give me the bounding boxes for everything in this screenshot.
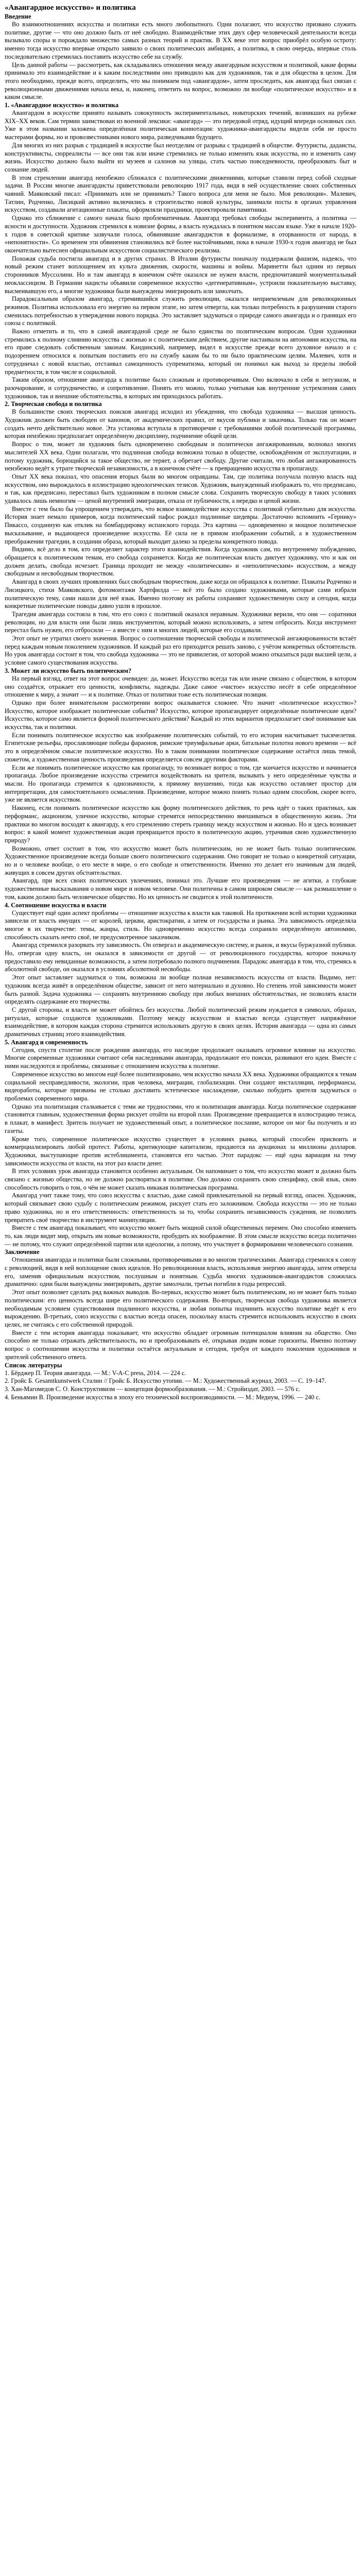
paragraph: Этот опыт не утратил своего значения. Вопрос о соотношении творческой свободы и политической ангажированности встаёт перед каждым новым поколением художников. И каждый раз его приходится решать заново, с учётом конкретных обстоятельств. Но урок авангарда состоит в том, что свобода художника — это не привилегия, от которой можно отказаться ради высшей цели, а условие самого существования искусства. bbox=[5, 635, 356, 667]
references-heading: Список литературы bbox=[5, 1361, 62, 1369]
paragraph: Авангард, при всех своих политических увлечениях, понимал это. Лучшие его произведения — не агитки, а глубокие художественные высказывания о новом мире и новом человеке. Они политичны в самом широком смысле — как размышление о том, каким должно быть человеческое общество. Но их ценность не сводится к этой политичности. bbox=[5, 877, 356, 901]
paragraph: Этот опыт позволяет сделать ряд важных выводов. Во-первых, искусство может быть политическим, но не может быть только политическим: его ценность всегда шире его политического содержания. Во-вторых, творческая свобода художника является необходимым условием существования подлинного искусства, и любая попытка подчинить искусство политике ведёт к его вырождению. В-третьих, союз искусства с властью всегда опасен, поскольку власть стремится использовать искусство в своих целях, не считаясь с его собственной природой. bbox=[5, 1289, 356, 1328]
reference-item: 1. Бёрджер П. Теория авангарда. — М.: V-A-C press, 2014. — 224 с. bbox=[5, 1369, 186, 1377]
section-heading: Введение bbox=[5, 13, 31, 20]
paragraph: Таким образом, отношение авангарда к политике было сложным и противоречивым. Оно включало в себя и энтузиазм, и разочарование, и сотрудничество, и сопротивление. Понять его можно, только учитывая как внутренние устремления самих художников, так и внешние обстоятельства, в которых им приходилось работать. bbox=[5, 376, 356, 400]
document-body bbox=[5, 13, 356, 1401]
paragraph: Парадоксальным образом авангард, стремившийся служить революции, оказался неприемлемым для революционных режимов. Политика использовала его энергию на первом этапе, но затем отвергла, как только потребность в разрушении старого сменилась потребностью в утверждении нового порядка. Это заставляет задуматься о природе самого авангарда и о границах его союза с политикой. bbox=[5, 295, 356, 327]
paragraph: Вместе с тем авангард показывает, что искусство может быть мощной силой общественных перемен. Оно способно изменить то, как люди видят мир, открыть им новые возможности, пробудить их воображение. В этом смысле искусство всегда политично — не потому, что служит определённой партии или идеологии, а потому, что участвует в формировании человеческого сознания. bbox=[5, 1224, 356, 1248]
section-heading: 5. Авангард и современность bbox=[5, 1038, 88, 1046]
paragraph: Однако при более внимательном рассмотрении вопрос оказывается сложнее. Что значит «политическое искусство»? Искусство, которое изображает политические события? Искусство, которое пропагандирует определённые политические идеи? Искусство, которое само является формой политического действия? Каждый из этих вариантов предполагает своё понимание как искусства, так и политики. bbox=[5, 699, 356, 731]
paragraph: Кроме того, современное политическое искусство существует в условиях рынка, который способен присвоить и коммерциализировать любой протест. Работы, критикующие капитализм, продаются на аукционах за миллионы долларов. Художники, выступающие против истеблишмента, становятся его частью. Этот парадокс — ещё одна вариация на тему зависимости искусства от власти, на этот раз власти денег. bbox=[5, 1135, 356, 1167]
paragraph: В этом стремлении авангард неизбежно сближался с политическими движениями, которые ставили перед собой сходные задачи. В России многие авангардисты приветствовали революцию 1917 года, видя в ней осуществление своих собственных чаяний. Маяковский писал: «Принимать или не принимать? Такого вопроса для меня не было. Моя революция». Малевич, Татлин, Родченко, Лисицкий активно включились в строительство новой культуры, занимали посты в органах управления искусством, создавали агитационные плакаты, оформляли праздники, проектировали памятники. bbox=[5, 174, 356, 214]
paragraph: Авангард в своих лучших проявлениях был свободным творчеством, даже когда он обращался к политике. Плакаты Родченко и Лисицкого, стихи Маяковского, фотомонтажи Хартфилда — всё это было создано художниками, которые сами избрали политическую тему, сами нашли для неё язык. Именно поэтому их работы сохраняют художественную силу и сегодня, когда конкретные политические поводы давно ушли в прошлое. bbox=[5, 578, 356, 610]
paragraph: Наконец, если понимать политическое искусство как форму политического действия, то речь идёт о таких практиках, как перформанс, акционизм, уличное искусство, которые стремятся непосредственно вмешиваться в общественную жизнь. Эти практики во многом восходят к авангарду, к его стремлению стереть границу между искусством и жизнью. Но и здесь возникает вопрос: в какой момент художественная акция превращается просто в политическую акцию, утрачивая свою художественную природу? bbox=[5, 804, 356, 844]
section-heading: 4. Соотношение искусства и власти bbox=[5, 901, 107, 909]
paragraph: Во взаимоотношениях искусства и политики есть много любопытного. Одни полагают, что искусство призвано служить политике, другие — что оно должно быть от неё свободно. Взаимодействие этих двух сфер человеческой деятельности всегда вызывало споры и порождало множество самых разных теорий и практик. В XX веке этот вопрос приобрёл особую остроту: именно тогда искусство впервые открыто заявило о своих политических амбициях, а политика, в свою очередь, впервые столь последовательно стремилась поставить искусство себе на службу. bbox=[5, 21, 356, 60]
reference-item: 4. Беньямин В. Произведение искусства в эпоху его технической воспроизводимости. — М.: Медиум, 1996. — 240 с. bbox=[5, 1393, 320, 1401]
paragraph: Важно отметить и то, что в самой авангардной среде не было единства по политическим вопросам. Одни художники стремились к полному слиянию искусства с жизнью и с политическим действием, другие настаивали на автономии искусства, на его праве следовать собственным законам. Кандинский, например, видел в искусстве прежде всего духовное начало и с подозрением относился к попыткам поставить его на службу каким бы то ни было практическим целям. Малевич, хотя и сотрудничал с новой властью, отстаивал самоценность супрематизма, который он понимал как выход за пределы любой предметности, в том числе и социальной. bbox=[5, 328, 356, 376]
paragraph: Если же понимать политическое искусство как пропаганду, то возникает вопрос о том, где кончается искусство и начинается пропаганда. Любое произведение искусства стремится воздействовать на зрителя, вызывать у него определённые чувства и мысли. Но пропаганда стремится к однозначности, к прямому внушению, тогда как искусство оставляет простор для интерпретации, для самостоятельного осмысления. Произведение, которое можно понять только одним способом, скорее всего, уже не является искусством. bbox=[5, 764, 356, 804]
paragraph: Отношения авангарда и политики были сложными, противоречивыми и во многом трагическими. Авангард стремился к союзу с революцией, видя в ней воплощение своих идеалов. Но революционная власть, использовав энергию авангарда, затем отвергла его, заменив официальным искусством, послушным и понятным. Судьба многих художников-авангардистов сложилась драматично: одни были вынуждены эмигрировать, другие замолчали, третьи погибли в годы репрессий. bbox=[5, 1256, 356, 1288]
paragraph: Авангардом в искусстве принято называть совокупность экспериментальных, новаторских течений, возникших на рубеже XIX–XX веков. Сам термин заимствован из военной лексики: «авангард» — это передовой отряд, идущий впереди основных сил. Уже в этом названии заложена определённая политическая коннотация: художники-авангардисты видели себя не просто мастерами формы, но и провозвестниками нового мира, разведчиками будущего. bbox=[5, 109, 356, 141]
paragraph: Вместе с тем было бы упрощением утверждать, что всякое взаимодействие искусства с политикой губительно для искусства. История знает немало примеров, когда политический пафос рождал подлинные шедевры. Достаточно вспомнить «Гернику» Пикассо, созданную как отклик на бомбардировку испанского города. Эта картина — одновременно и мощное политическое высказывание, и выдающееся произведение искусства. Её сила не в прямом изображении событий, а в художественном преображении трагедии, в создании образа, который выходит далеко за пределы конкретного повода. bbox=[5, 505, 356, 545]
paragraph: Этот опыт заставляет задуматься о том, возможна ли вообще полная независимость искусства от власти. Видимо, нет: художник всегда живёт в определённом обществе, зависит от него материально и духовно. Но степень этой зависимости может быть разной. Задача художника — сохранять внутреннюю свободу при любых внешних обстоятельствах, не позволять власти определять содержание его творчества. bbox=[5, 974, 356, 1006]
paragraph: Возможно, ответ состоит в том, что искусство может быть политическим, но не может быть только политическим. Художественное произведение всегда больше своего политического содержания. Оно говорит не только о конкретной ситуации, но и о человеке вообще, о его месте в мире, о его свободе и ответственности. Именно это делает его значимым для людей, живущих в совсем других обстоятельствах. bbox=[5, 844, 356, 876]
paragraph: Однако эта политизация сталкивается с теми же трудностями, что и политизация авангарда. Когда политическое содержание становится главным, художественная форма рискует отойти на второй план. Произведение превращается в иллюстрацию тезиса, в плакат, в манифест. Зритель получает не художественный опыт, а политическое послание, которое он мог бы получить и из газеты. bbox=[5, 1103, 356, 1134]
paragraph: Сегодня, спустя столетие после рождения авангарда, его наследие продолжает оказывать огромное влияние на искусство. Многие современные художники считают себя наследниками авангарда, продолжают его поиски, развивают его идеи. Вместе с ними наследуются и проблемы, связанные с отношением искусства к политике. bbox=[5, 1046, 356, 1070]
reference-item: 3. Хан-Магомедов С. О. Конструктивизм — концепция формообразования. — М.: Стройиздат, 2003. — 576 с. bbox=[5, 1385, 300, 1393]
paragraph: Видимо, всё дело в том, кто определяет характер этого взаимодействия. Когда художник сам, по внутреннему побуждению, обращается к политическим темам, его свобода сохраняется. Когда же политическая власть диктует художнику, что и как он должен делать, свобода исчезает. Граница проходит не между «политическим» и «неполитическим» искусством, а между свободным и несвободным творчеством. bbox=[5, 546, 356, 578]
section-heading: Заключение bbox=[5, 1248, 40, 1256]
section-heading: 3. Может ли искусство быть политическим? bbox=[5, 667, 132, 674]
paragraph: Вместе с тем история авангарда показывает, что искусство обладает огромным потенциалом влияния на общество. Оно способно не только отражать действительность, но и преобразовывать её, открывая людям новые горизонты. Именно поэтому вопрос о соотношении искусства и политики остаётся актуальным и сегодня, требуя от каждого поколения художников и зрителей собственного ответа. bbox=[5, 1329, 356, 1361]
reference-item: 2. Гройс Б. Gesamtkunstwerk Сталин // Гройс Б. Искусство утопии. — М.: Художественный журнал, 2003. — С. 19–147. bbox=[5, 1377, 326, 1385]
paragraph: В этих условиях урок авангарда становится особенно актуальным. Он напоминает о том, что искусство может и должно быть связано с жизнью общества, но не должно растворяться в политике. Оно должно сохранять свою специфику, свой язык, свою способность говорить о том, о чём не может сказать никакая политическая программа. bbox=[5, 1167, 356, 1191]
section-heading: 1. «Авангардное искусство» и политика bbox=[5, 101, 119, 109]
paragraph: В большинстве своих творческих поисков авангард исходил из убеждения, что свобода художника — высшая ценность. Художник должен быть свободен от канонов, от академических правил, от вкусов публики и заказчика. Только так он может создать нечто действительно новое. Эта установка вступала в противоречие с требованиями любой политической программы, которая неизбежно предполагает определённую дисциплину, подчинение общей цели. bbox=[5, 408, 356, 440]
paragraph: Трагедия авангарда состояла в том, что его союз с политикой оказался неравным. Художники верили, что они — соратники революции, но для власти они были лишь инструментом, который можно использовать, а затем отбросить. Когда инструмент перестал быть нужен, его отбросили — а вместе с ним и многих людей, которые его создавали. bbox=[5, 610, 356, 634]
paragraph: Вопрос о том, может ли художник быть одновременно свободным и политически ангажированным, волновал многих мыслителей XX века. Одни полагали, что подлинная свобода возможна только в обществе, освобождённом от эксплуатации, и потому художник, борющийся за такое общество, не теряет, а обретает свободу. Другие считали, что любая ангажированность неизбежно ведёт к утрате творческой независимости, а в конечном счёте — к превращению искусства в пропаганду. bbox=[5, 440, 356, 472]
paragraph: С другой стороны, и власть не может обойтись без искусства. Любой политический режим нуждается в символах, образах, ритуалах, которые создаются художниками. Поэтому между искусством и властью всегда существует напряжённое взаимодействие, в котором каждая сторона стремится использовать другую в своих целях. История авангарда — одна из самых драматичных страниц этого взаимодействия. bbox=[5, 1006, 356, 1038]
paragraph: Авангард стремился разорвать эту зависимость. Он отвергал и академическую систему, и рынок, и вкусы буржуазной публики. Но, отвергая одну власть, он оказался в зависимости от другой — от революционного государства, которое поначалу предоставило ему невиданные возможности, а затем потребовало полного подчинения. Парадокс авангарда в том, что, стремясь к абсолютной свободе, он оказался в условиях абсолютной несвободы. bbox=[5, 941, 356, 973]
paragraph: Существует ещё один аспект проблемы — отношение искусства к власти как таковой. На протяжении всей истории художники зависели от власть имущих — от королей, церкви, аристократии, а затем от государства и рынка. Эта зависимость определяла многое в их творчестве: темы, жанры, стиль. Но одновременно искусство всегда сохраняло определённую автономию, способность сказать нечто своё, не предусмотренное заказчиком. bbox=[5, 909, 356, 941]
paragraph: Цель данной работы — рассмотреть, как складывались отношения между авангардным искусством и политикой, какие формы принимало это взаимодействие и к каким последствиям оно приводило как для художников, так и для общества в целом. Для этого необходимо, прежде всего, определить, что мы понимаем под «авангардом», затем проследить, как авангард был связан с революционными движениями начала века, и, наконец, ответить на вопрос, возможно ли вообще «политическое искусство» и в каком смысле. bbox=[5, 61, 356, 101]
paragraph: Для многих из них разрыв с традицией в искусстве был неотделим от разрыва с традицией в обществе. Футуристы, дадаисты, конструктивисты, сюрреалисты — все они так или иначе стремились не только изменить язык искусства, но и изменить саму жизнь. Искусство должно было выйти из музеев и салонов на улицы, стать частью повседневности, преобразовать быт и сознание людей. bbox=[5, 141, 356, 173]
document-title: «Авангардное искусство» и политика bbox=[5, 4, 136, 12]
paragraph: Авангард учит также тому, что союз искусства с властью, даже самой привлекательной на первый взгляд, опасен. Художник, который связывает свою судьбу с политическим режимом, рискует стать его заложником. Свобода искусства — это не только право художника, но и его ответственность: ответственность за то, чтобы сохранить независимость суждения, не позволить превратить своё творчество в инструмент манипуляции. bbox=[5, 1192, 356, 1224]
paragraph: Однако это сближение с самого начала было проблематичным. Авангард требовал свободы эксперимента, а политика — ясности и доступности. Художник стремился к новизне формы, а власть нуждалась в понятном массам языке. Уже в начале 1920-х годов в советской критике зазвучали голоса, обвинявшие авангардистов в формализме, в оторванности от народа, в «непонятности». Со временем эти обвинения становились всё более настойчивыми, пока в начале 1930-х годов авангард не был окончательно вытеснен официальным искусством социалистического реализма. bbox=[5, 214, 356, 254]
paragraph: Если понимать политическое искусство как изображение политических событий, то его история насчитывает тысячелетия. Египетские рельефы, прославляющие победы фараонов, римские триумфальные арки, батальные полотна нового времени — всё это в определённом смысле политическое искусство. Но в таком понимании политическое содержание остаётся лишь темой, сюжетом, а художественная ценность произведения определяется совсем другими факторами. bbox=[5, 731, 356, 763]
section-heading: 2. Творческая свобода и политика bbox=[5, 400, 102, 408]
paragraph: Современное искусство во многом ещё более политизировано, чем искусство начала XX века. Художники обращаются к темам социальной несправедливости, экологии, прав человека, миграции, глобализации. Они создают инсталляции, перформансы, видеоработы, которые призваны не столько доставить эстетическое наслаждение, сколько побудить зрителя задуматься о проблемах современного мира. bbox=[5, 1070, 356, 1102]
paragraph: На первый взгляд, ответ на этот вопрос очевиден: да, может. Искусство всегда так или иначе связано с обществом, в котором оно создаётся, отражает его ценности, конфликты, надежды. Даже самое «чистое» искусство несёт в себе определённое отношение к миру, а значит — и к политике. Отказ от политики тоже есть политическая позиция. bbox=[5, 674, 356, 699]
references-list bbox=[5, 1369, 356, 1402]
paragraph: Опыт XX века показал, что опасения вторых были во многом оправданы. Там, где политика получала полную власть над искусством, оно вырождалось в иллюстрацию идеологических тезисов. Художник, вынужденный изображать то, что предписано, и так, как предписано, переставал быть художником в полном смысле слова. Сохранить творческую свободу в таких условиях удавалось лишь немногим — ценой внутренней эмиграции, отказа от публичности, а нередко и ценой жизни. bbox=[5, 472, 356, 505]
paragraph: Похожая судьба постигла авангард и в других странах. В Италии футуристы поначалу поддержали фашизм, надеясь, что новый режим станет воплощением их культа движения, скорости, машины и войны. Маринетти был одним из первых сторонников Муссолини. Но и там авангард в конечном счёте оказался не нужен власти, предпочитавшей монументальный неоклассицизм. В Германии нацисты объявили современное искусство «дегенеративным», устроили показательную выставку, высмеивавшую его, а многие художники были вынуждены эмигрировать или замолчать. bbox=[5, 255, 356, 295]
